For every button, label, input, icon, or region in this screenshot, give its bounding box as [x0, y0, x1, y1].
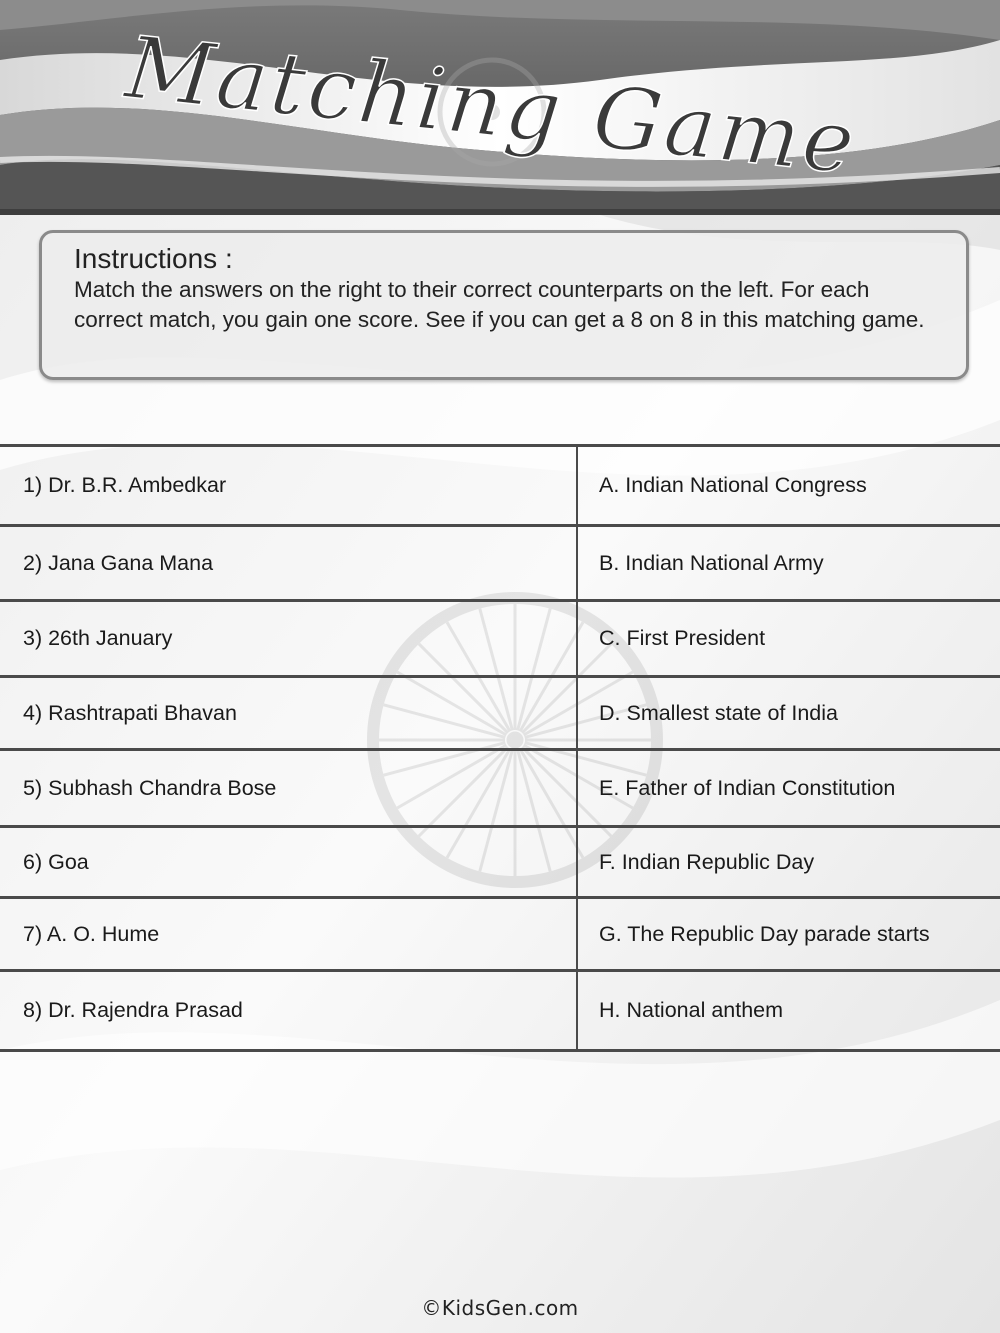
answer-cell[interactable]: B. Indian National Army — [577, 526, 1000, 601]
question-cell[interactable]: 5) Subhash Chandra Bose — [0, 750, 577, 827]
question-cell[interactable]: 7) A. O. Hume — [0, 898, 577, 971]
table-row — [0, 601, 1000, 677]
table-row — [0, 526, 1000, 601]
svg-text:Matching Game: Matching Game — [121, 17, 862, 195]
table-row — [0, 677, 1000, 750]
answer-cell[interactable]: C. First President — [577, 601, 1000, 677]
instructions-heading: Instructions : — [74, 243, 233, 274]
instructions-box — [39, 230, 969, 380]
question-cell[interactable]: 2) Jana Gana Mana — [0, 526, 577, 601]
question-cell[interactable]: 6) Goa — [0, 827, 577, 898]
answer-cell[interactable]: E. Father of Indian Constitution — [577, 750, 1000, 827]
footer-copyright: ©KidsGen.com — [421, 1296, 579, 1320]
instructions-text: Match the answers on the right to their correct counterparts on the left. For each correct match, you gain one score. See if you can get a 8 on 8 in this matching game. — [74, 277, 925, 332]
table-row — [0, 898, 1000, 971]
page-title — [0, 0, 1000, 215]
table-row — [0, 827, 1000, 898]
table-row — [0, 446, 1000, 526]
answer-cell[interactable]: A. Indian National Congress — [577, 446, 1000, 526]
answer-cell[interactable]: H. National anthem — [577, 971, 1000, 1051]
matching-table — [0, 444, 1000, 1052]
table-row — [0, 971, 1000, 1051]
answer-cell[interactable]: G. The Republic Day parade starts — [577, 898, 1000, 971]
question-cell[interactable]: 8) Dr. Rajendra Prasad — [0, 971, 577, 1051]
question-cell[interactable]: 1) Dr. B.R. Ambedkar — [0, 446, 577, 526]
question-cell[interactable]: 3) 26th January — [0, 601, 577, 677]
table-row — [0, 750, 1000, 827]
answer-cell[interactable]: F. Indian Republic Day — [577, 827, 1000, 898]
question-cell[interactable]: 4) Rashtrapati Bhavan — [0, 677, 577, 750]
answer-cell[interactable]: D. Smallest state of India — [577, 677, 1000, 750]
